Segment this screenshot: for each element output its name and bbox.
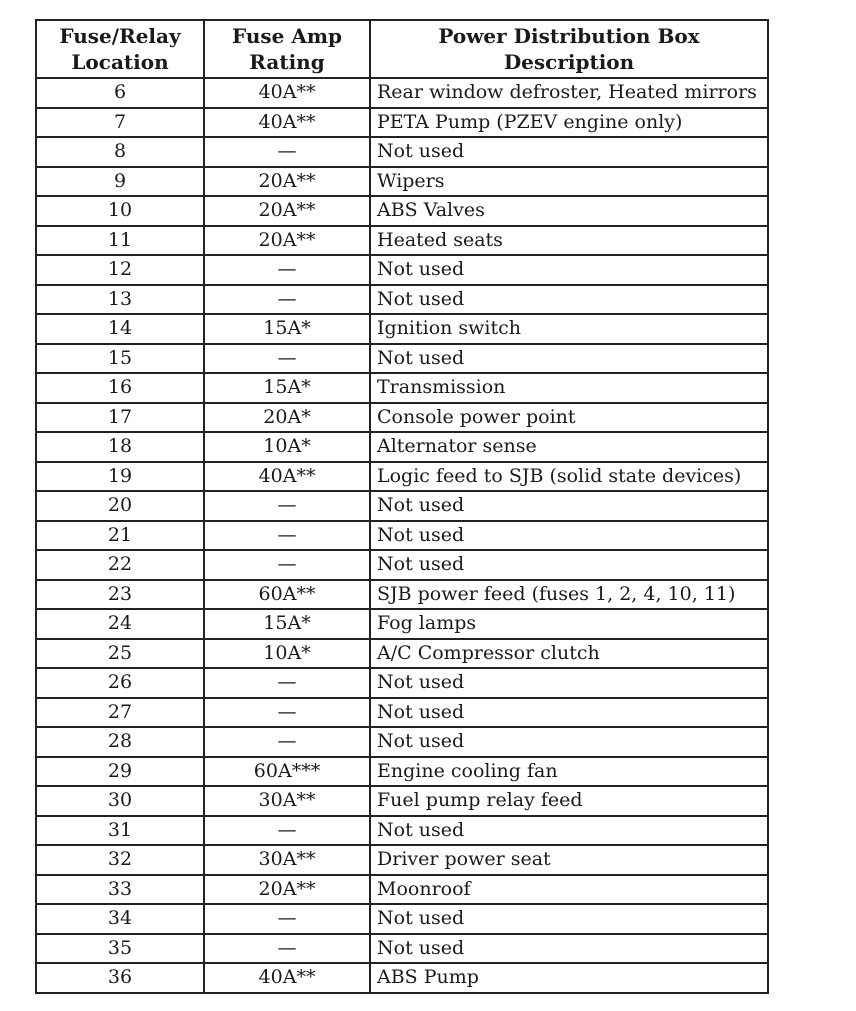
description-cell: PETA Pump (PZEV engine only): [370, 108, 768, 138]
table-row: [36, 432, 768, 462]
description-cell: Not used: [370, 727, 768, 757]
table-row: [36, 580, 768, 610]
fuse-location-cell: 26: [36, 668, 204, 698]
table-row: [36, 963, 768, 993]
fuse-location-cell: 31: [36, 816, 204, 846]
description-cell: ABS Pump: [370, 963, 768, 993]
amp-rating-cell: 30A**: [204, 845, 370, 875]
table-row: [36, 462, 768, 492]
table-row: [36, 344, 768, 374]
table-row: [36, 285, 768, 315]
description-cell: Transmission: [370, 373, 768, 403]
header-location-line1: Fuse/Relay: [59, 24, 181, 48]
description-cell: Logic feed to SJB (solid state devices): [370, 462, 768, 492]
fuse-location-cell: 8: [36, 137, 204, 167]
header-location: [36, 20, 204, 78]
fuse-location-cell: 24: [36, 609, 204, 639]
amp-rating-cell: 30A**: [204, 786, 370, 816]
table-row: [36, 904, 768, 934]
table-row: [36, 137, 768, 167]
fuse-location-cell: 17: [36, 403, 204, 433]
fuse-location-cell: 23: [36, 580, 204, 610]
table-row: [36, 196, 768, 226]
fuse-location-cell: 7: [36, 108, 204, 138]
fuse-location-cell: 33: [36, 875, 204, 905]
amp-rating-cell: 20A**: [204, 167, 370, 197]
description-cell: Heated seats: [370, 226, 768, 256]
fuse-location-cell: 12: [36, 255, 204, 285]
description-cell: Fuel pump relay feed: [370, 786, 768, 816]
table-row: [36, 816, 768, 846]
amp-rating-cell: 40A**: [204, 108, 370, 138]
amp-rating-cell: —: [204, 521, 370, 551]
fuse-location-cell: 36: [36, 963, 204, 993]
table-row: [36, 786, 768, 816]
amp-rating-cell: —: [204, 550, 370, 580]
description-cell: Not used: [370, 816, 768, 846]
fuse-location-cell: 28: [36, 727, 204, 757]
fuse-location-cell: 16: [36, 373, 204, 403]
header-description: [370, 20, 768, 78]
amp-rating-cell: —: [204, 137, 370, 167]
description-cell: Wipers: [370, 167, 768, 197]
fuse-location-cell: 20: [36, 491, 204, 521]
fuse-location-cell: 22: [36, 550, 204, 580]
fuse-location-cell: 10: [36, 196, 204, 226]
description-cell: Not used: [370, 137, 768, 167]
fuse-location-cell: 27: [36, 698, 204, 728]
fuse-location-cell: 6: [36, 78, 204, 108]
amp-rating-cell: —: [204, 668, 370, 698]
description-cell: Not used: [370, 491, 768, 521]
table-row: [36, 668, 768, 698]
description-cell: Rear window defroster, Heated mirrors: [370, 78, 768, 108]
description-cell: Not used: [370, 934, 768, 964]
fuse-location-cell: 35: [36, 934, 204, 964]
amp-rating-cell: —: [204, 344, 370, 374]
amp-rating-cell: 40A**: [204, 963, 370, 993]
fuse-table: [35, 19, 769, 994]
amp-rating-cell: —: [204, 816, 370, 846]
table-row: [36, 698, 768, 728]
table-row: [36, 167, 768, 197]
table-row: [36, 845, 768, 875]
description-cell: Not used: [370, 344, 768, 374]
description-cell: Not used: [370, 285, 768, 315]
fuse-location-cell: 18: [36, 432, 204, 462]
amp-rating-cell: 40A**: [204, 78, 370, 108]
description-cell: A/C Compressor clutch: [370, 639, 768, 669]
table-row: [36, 108, 768, 138]
amp-rating-cell: —: [204, 255, 370, 285]
amp-rating-cell: 15A*: [204, 609, 370, 639]
table-body: [36, 78, 768, 993]
fuse-location-cell: 14: [36, 314, 204, 344]
amp-rating-cell: 20A**: [204, 875, 370, 905]
description-cell: Not used: [370, 255, 768, 285]
fuse-location-cell: 34: [36, 904, 204, 934]
fuse-location-cell: 15: [36, 344, 204, 374]
table-row: [36, 934, 768, 964]
amp-rating-cell: 15A*: [204, 314, 370, 344]
table-row: [36, 727, 768, 757]
table-row: [36, 639, 768, 669]
header-location-line2: Location: [71, 50, 169, 74]
fuse-location-cell: 29: [36, 757, 204, 787]
description-cell: Not used: [370, 904, 768, 934]
fuse-location-cell: 11: [36, 226, 204, 256]
description-cell: Not used: [370, 550, 768, 580]
amp-rating-cell: 60A**: [204, 580, 370, 610]
description-cell: Not used: [370, 668, 768, 698]
description-cell: Fog lamps: [370, 609, 768, 639]
table-row: [36, 314, 768, 344]
table-row: [36, 609, 768, 639]
table-row: [36, 757, 768, 787]
header-amp-line1: Fuse Amp: [232, 24, 342, 48]
table-row: [36, 373, 768, 403]
fuse-location-cell: 25: [36, 639, 204, 669]
table-row: [36, 403, 768, 433]
fuse-location-cell: 13: [36, 285, 204, 315]
description-cell: Moonroof: [370, 875, 768, 905]
header-amp-rating: [204, 20, 370, 78]
description-cell: Ignition switch: [370, 314, 768, 344]
header-amp-line2: Rating: [249, 50, 325, 74]
fuse-location-cell: 32: [36, 845, 204, 875]
amp-rating-cell: —: [204, 904, 370, 934]
table-row: [36, 521, 768, 551]
amp-rating-cell: 10A*: [204, 639, 370, 669]
description-cell: Not used: [370, 698, 768, 728]
amp-rating-cell: —: [204, 934, 370, 964]
header-row: [36, 20, 768, 78]
table-header: [36, 20, 768, 78]
amp-rating-cell: 10A*: [204, 432, 370, 462]
amp-rating-cell: 15A*: [204, 373, 370, 403]
fuse-location-cell: 30: [36, 786, 204, 816]
description-cell: ABS Valves: [370, 196, 768, 226]
amp-rating-cell: —: [204, 285, 370, 315]
table-row: [36, 491, 768, 521]
amp-rating-cell: —: [204, 491, 370, 521]
amp-rating-cell: 20A**: [204, 226, 370, 256]
table-row: [36, 226, 768, 256]
amp-rating-cell: 20A**: [204, 196, 370, 226]
table-row: [36, 78, 768, 108]
description-cell: Console power point: [370, 403, 768, 433]
description-cell: Engine cooling fan: [370, 757, 768, 787]
description-cell: SJB power feed (fuses 1, 2, 4, 10, 11): [370, 580, 768, 610]
header-description-line2: Description: [503, 50, 635, 74]
description-cell: Driver power seat: [370, 845, 768, 875]
table-row: [36, 875, 768, 905]
amp-rating-cell: —: [204, 727, 370, 757]
fuse-location-cell: 21: [36, 521, 204, 551]
description-cell: Not used: [370, 521, 768, 551]
amp-rating-cell: —: [204, 698, 370, 728]
fuse-location-cell: 9: [36, 167, 204, 197]
table-row: [36, 550, 768, 580]
table-row: [36, 255, 768, 285]
fuse-location-cell: 19: [36, 462, 204, 492]
header-description-line1: Power Distribution Box: [438, 24, 700, 48]
description-cell: Alternator sense: [370, 432, 768, 462]
amp-rating-cell: 60A***: [204, 757, 370, 787]
amp-rating-cell: 40A**: [204, 462, 370, 492]
amp-rating-cell: 20A*: [204, 403, 370, 433]
